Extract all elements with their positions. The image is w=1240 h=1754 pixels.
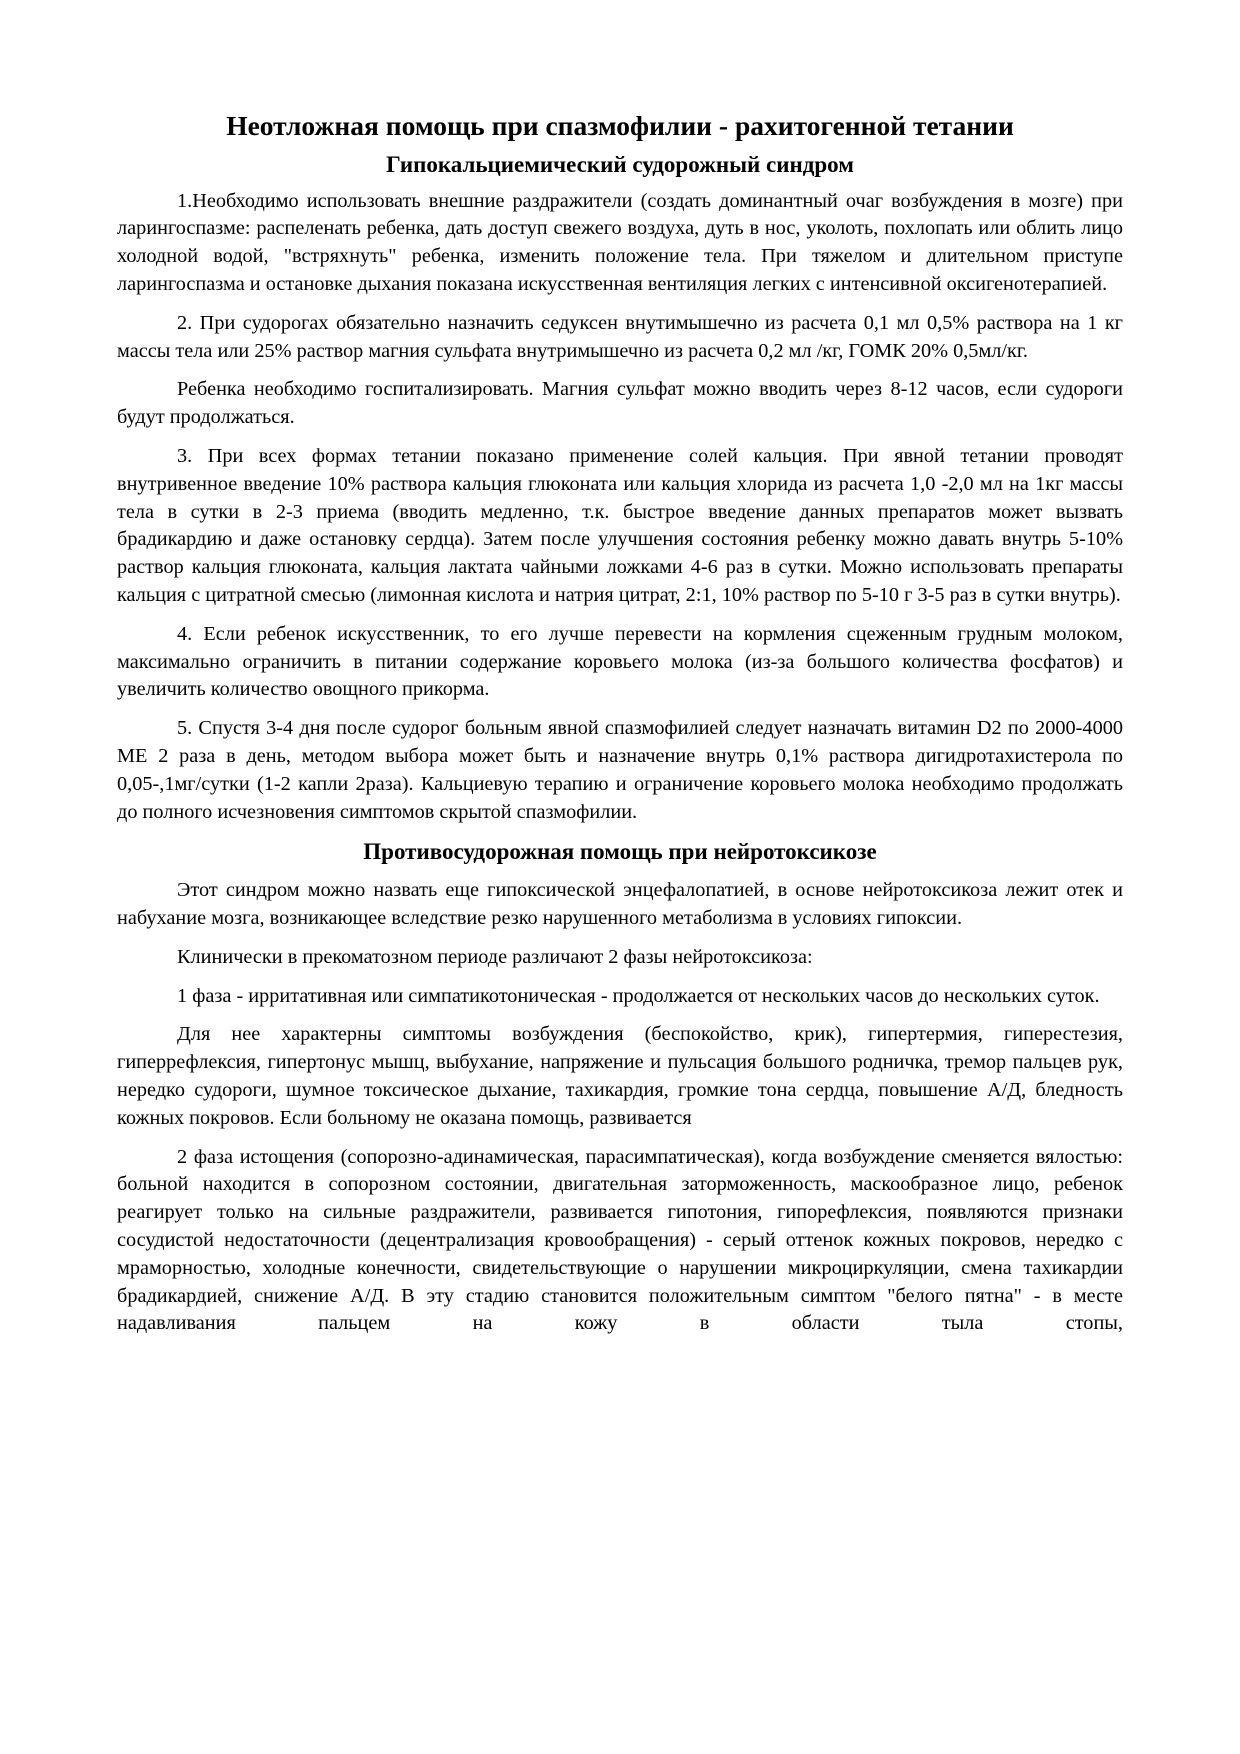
paragraph: 3. При всех формах тетании показано применение солей кальция. При явной тетании проводят внутривенное введение 10% раствора кальция глюконата или кальция хлорида из расчета 1,0 -2,0 мл на 1кг массы тела в сутки в 2-3 приема (вводить медленно, т.к. быстрое введение данных препаратов может вызвать брадикардию и даже остановку сердца). Затем после улучшения состояния ребенку можно давать внутрь 5-10% раствор кальция глюконата, кальция лактата чайными ложками 4-6 раз в сутки. Можно использовать препараты кальция с цитратной смесью (лимонная кислота и натрия цитрат, 2:1, 10% раствор по 5-10 г 3-5 раз в сутки внутрь). (117, 445, 1123, 606)
paragraph: 2. При судорогах обязательно назначить седуксен внутимышечно из расчета 0,1 мл 0,5% раствора на 1 кг массы тела или 25% раствор магния сульфата внутримышечно из расчета 0,2 мл /кг, ГОМК 20% 0,5мл/кг. (117, 311, 1123, 362)
paragraph: 2 фаза истощения (сопорозно-адинамическая, парасимпатическая), когда возбуждение сменяется вялостью: больной находится в сопорозном состоянии, двигательная заторможенность, маскообразное лицо, ребенок реагирует только на сильные раздражители, развивается гипотония, гипорефлексия, появляются признаки сосудистой недостаточности (децентрализация кровообращения) - серый оттенок кожных покровов, нередко с мраморностью, холодные конечности, свидетельствующие о нарушении микроциркуляции, смена тахикардии брадикардией, снижение А/Д. В эту стадию становится положительным симптом "белого пятна" - в месте надавливания пальцем на кожу в области тыла стопы, (117, 1145, 1123, 1335)
paragraph: Этот синдром можно назвать еще гипоксической энцефалопатией, в основе нейротоксикоза лежит отек и набухание мозга, возникающее вследствие резко нарушенного метаболизма в условиях гипоксии. (117, 879, 1123, 930)
paragraph: 1.Необходимо использовать внешние раздражители (создать доминантный очаг возбуждения в мозге) при ларингоспазме: распеленать ребенка, дать доступ свежего воздуха, дуть в нос, уколоть, похлопать или облить лицо холодной водой, "встряхнуть" ребенка, изменить положение тела. При тяжелом и длительном приступе ларингоспазма и остановке дыхания показана искусственная вентиляция легких с интенсивной оксигенотерапией. (117, 189, 1123, 296)
paragraph: 5. Спустя 3-4 дня после судорог больным явной спазмофилией следует назначать витамин D2 по 2000-4000 МЕ 2 раза в день, методом выбора может быть и назначение внутрь 0,1% раствора дигидротахистерола по 0,05-,1мг/сутки (1-2 капли 2раза). Кальциевую терапию и ограничение коровьего молока необходимо продолжать до полного исчезновения симптомов скрытой спазмофилии. (117, 717, 1123, 823)
paragraph: 4. Если ребенок искусственник, то его лучше перевести на кормления сцеженным грудным молоком, максимально ограничить в питании содержание коровьего молока (из-за большого количества фосфатов) и увеличить количество овощного прикорма. (117, 622, 1123, 701)
paragraph: Клинически в прекоматозном периоде различают 2 фазы нейротоксикоза: (177, 945, 813, 968)
document-page (117, 108, 1123, 1349)
paragraph: Для нее характерны симптомы возбуждения (беспокойство, крик), гипертермия, гиперестезия, гиперрефлексия, гипертонус мышц, выбухание, напряжение и пульсация большого родничка, тремор пальцев рук, нередко судороги, шумное токсическое дыхание, тахикардия, громкие тона сердца, повышение А/Д, бледность кожных покровов. Если больному не оказана помощь, развивается (117, 1023, 1123, 1129)
paragraph: 1 фаза - ирритативная или симпатикотоническая - продолжается от нескольких часов до нескольких суток. (177, 984, 1100, 1007)
document-title: Неотложная помощь при спазмофилии - рахитогенной тетании (226, 110, 1014, 141)
section-heading-hypocalcemic: Гипокальциемический судорожный синдром (386, 151, 854, 177)
section-heading-neurotoxicosis: Противосудорожная помощь при нейротоксикозе (363, 839, 877, 865)
paragraph: Ребенка необходимо госпитализировать. Магния сульфат можно вводить через 8-12 часов, если судороги будут продолжаться. (117, 378, 1123, 429)
